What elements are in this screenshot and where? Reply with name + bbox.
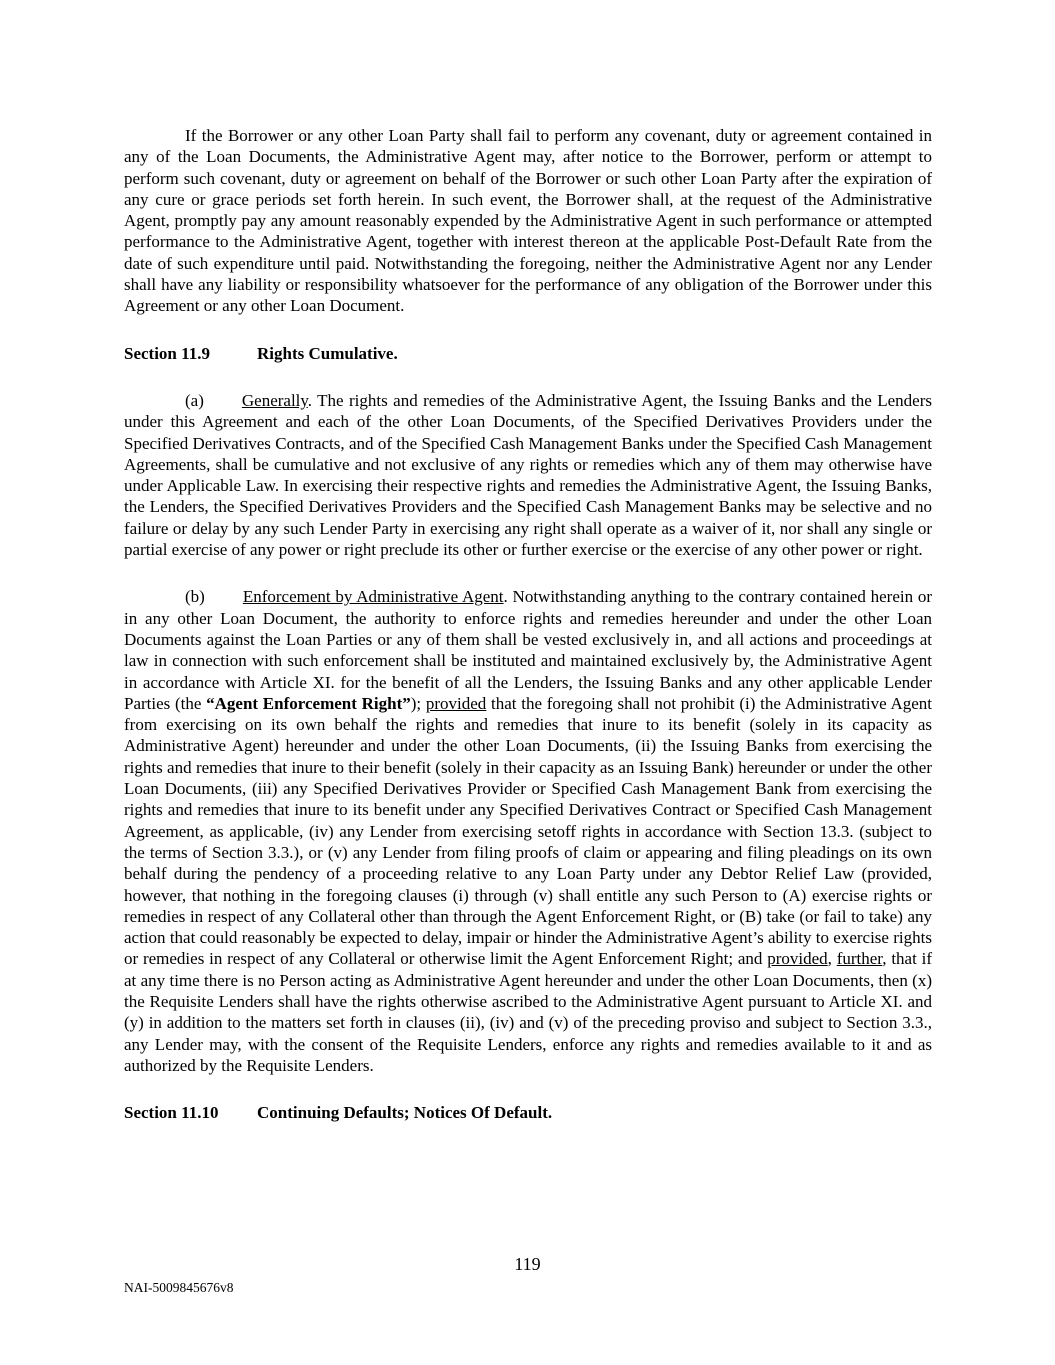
section-heading-11-9: [124, 343, 932, 364]
document-id-footer: NAI-5009845676v8: [124, 1280, 234, 1295]
section-11-9-number: Section 11.9: [124, 343, 210, 363]
paragraph-intro: If the Borrower or any other Loan Party shall fail to perform any covenant, duty or agreement contained in any of the Loan Documents, the Administrative Agent may, after notice to the Borrower, perform or attempt to perform such covenant, duty or agreement on behalf of the Borrower or such other Loan Party after the expiration of any cure or grace periods set forth herein. In such event, the Borrower shall, at the request of the Administrative Agent, promptly pay any amount reasonably expended by the Administrative Agent in such performance or attempted performance to the Administrative Agent, together with interest thereon at the applicable Post-Default Rate from the date of such expenditure until paid. Notwithstanding the foregoing, neither the Administrative Agent nor any Lender shall have any liability or responsibility whatsoever for the performance of any obligation of the Borrower under this Agreement or any other Loan Document.: [124, 126, 932, 316]
paragraph-a-generally: (a) Generally. The rights and remedies of the Administrative Agent, the Issuing Banks and the Lenders under this Agreement and each of the other Loan Documents, of the Specified Derivatives Providers under the Specified Derivatives Contracts, and of the Specified Cash Management Banks under the Specified Cash Management Agreements, shall be cumulative and not exclusive of any rights or remedies which any of them may otherwise have under Applicable Law. In exercising their respective rights and remedies the Administrative Agent, the Issuing Banks, the Lenders, the Specified Derivatives Providers and the Specified Cash Management Banks may be selective and no failure or delay by any such Lender Party in exercising any right shall operate as a waiver of it, nor shall any single or partial exercise of any power or right preclude its other or further exercise or the exercise of any other power or right.: [124, 390, 932, 560]
section-heading-11-10: [124, 1102, 932, 1123]
section-11-10-number: Section 11.10: [124, 1103, 219, 1123]
paragraph-b-enforcement: (b) Enforcement by Administrative Agent. Notwithstanding anything to the contrary contained herein or in any other Loan Document, the authority to enforce rights and remedies hereunder and under the other Loan Documents against the Loan Parties or any of them shall be vested exclusively in, and all actions and proceedings at law in connection with such enforcement shall be instituted and maintained exclusively by, the Administrative Agent in accordance with Article XI. for the benefit of all the Lenders, the Issuing Banks and any other applicable Lender Parties (the “Agent Enforcement Right”); provided that the foregoing shall not prohibit (i) the Administrative Agent from exercising on its own behalf the rights and remedies that inure to its benefit (solely in its capacity as Administrative Agent) hereunder and under the other Loan Documents, (ii) the Issuing Banks from exercising the rights and remedies that inure to their benefit (solely in their capacity as an Issuing Bank) hereunder or under the other Loan Documents, (iii) any Specified Derivatives Provider or Specified Cash Management Bank from exercising the rights and remedies that inure to its benefit under any Specified Derivatives Contract or Specified Cash Management Agreement, as applicable, (iv) any Lender from exercising setoff rights in accordance with Section 13.3. (subject to the terms of Section 3.3.), or (v) any Lender from filing proofs of claim or appearing and filing pleadings on its own behalf during the pendency of a proceeding relative to any Loan Party under any Debtor Relief Law (provided, however, that nothing in the foregoing clauses (i) through (v) shall entitle any such Person to (A) exercise rights or remedies in respect of any Collateral other than through the Agent Enforcement Right, or (B) take (or fail to take) any action that could reasonably be expected to delay, impair or hinder the Administrative Agent’s ability to exercise rights or remedies in respect of any Collateral or otherwise limit the Agent Enforcement Right; and provided, further, that if at any time there is no Person acting as Administrative Agent hereunder and under the other Loan Documents, then (x) the Requisite Lenders shall have the rights otherwise ascribed to the Administrative Agent pursuant to Article XI. and (y) in addition to the matters set forth in clauses (ii), (iv) and (v) of the preceding proviso and subject to Section 3.3., any Lender may, with the consent of the Requisite Lenders, enforce any rights and remedies available to it and as authorized by the Requisite Lenders.: [124, 587, 933, 1075]
section-11-9-title: Rights Cumulative.: [257, 343, 398, 363]
section-11-10-title: Continuing Defaults; Notices Of Default.: [257, 1103, 553, 1123]
page-number: 119: [514, 1254, 541, 1274]
document-body: [124, 125, 932, 1149]
